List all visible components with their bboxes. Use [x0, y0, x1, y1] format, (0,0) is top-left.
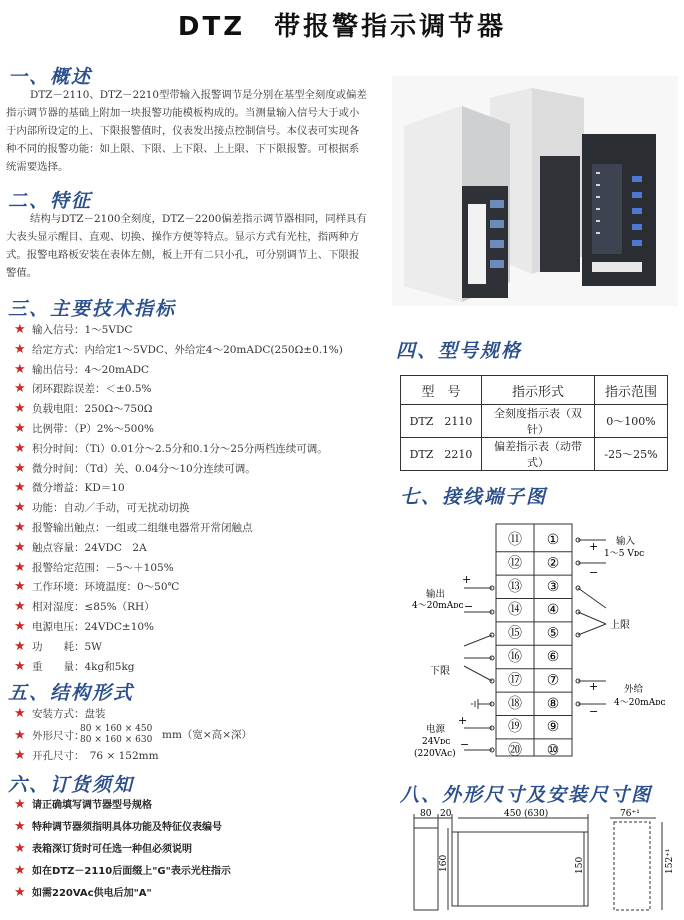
- terminal-left-13: ⑬: [508, 578, 522, 595]
- features-heading: 二、特征: [8, 190, 93, 212]
- input-minus: −: [589, 566, 599, 579]
- dim-cut76: 76⁺¹: [620, 809, 640, 819]
- dimensions-heading: 八、外形尺寸及安装尺寸图: [400, 784, 653, 806]
- spec-item: ★ 积分时间：（Ti）0.01分～2.5分和0.1分～25分两档连续可调。: [14, 440, 328, 456]
- terminal-left-15: ⑮: [508, 625, 522, 642]
- terminal-left-19: ⑲: [508, 719, 522, 736]
- cell-display: 偏差指示表（动带式）: [482, 438, 595, 471]
- order-item: ★ 如在DTZ－2110后面缀上"G"表示光柱指示: [14, 863, 231, 878]
- dim-cut152: 152⁺¹: [665, 848, 675, 874]
- cell-model: DTZ 2110: [401, 405, 482, 438]
- models-heading: 四、型号规格: [396, 340, 523, 362]
- specs-list: [14, 320, 394, 676]
- cell-display: 全刻度指示表（双针）: [482, 405, 595, 438]
- terminals-heading: 七、接线端子图: [400, 486, 548, 508]
- terminal-right-6: ⑥: [546, 649, 560, 665]
- terminal-right-4: ④: [546, 602, 560, 619]
- terminal-left-14: ⑭: [508, 602, 522, 619]
- spec-item: ★ 电源电压：24VDC±10%: [14, 618, 155, 634]
- spec-item: ★ 输入信号：1～5VDC: [14, 322, 133, 337]
- input-plus: +: [589, 540, 599, 553]
- input-range: 1～5 Vᴅᴄ: [604, 549, 645, 559]
- dim-80: 80: [420, 809, 432, 819]
- terminal-left-20: ⑳: [508, 742, 522, 759]
- terminal-left-12: ⑫: [508, 555, 522, 572]
- ext-label: 外给: [624, 684, 644, 695]
- upper-limit-label: 上限: [610, 620, 630, 631]
- dim-depth: 450 (630): [504, 809, 549, 819]
- order-list: [14, 794, 231, 904]
- terminal-right-3: ③: [546, 578, 560, 595]
- spec-item: ★ 负载电阻：250Ω～750Ω: [14, 401, 153, 417]
- order-item: ★ 特种调节器须指明具体功能及特征仪表编号: [14, 819, 222, 834]
- outline-dimensions: ★ 外形尺寸：: [14, 728, 85, 743]
- terminal-right-10: ⑩: [546, 742, 560, 759]
- terminal-right-1: ①: [546, 532, 560, 548]
- overview-heading: 一、概述: [8, 66, 93, 88]
- input-label: 输入: [616, 536, 636, 547]
- structure-heading: 五、结构形式: [8, 682, 135, 704]
- models-table-wrap: [400, 375, 668, 471]
- terminal-diagram: [392, 518, 684, 770]
- spec-item: ★ 微分增益：KD＝10: [14, 480, 125, 496]
- terminal-right-8: ⑧: [546, 695, 560, 712]
- ext-range: 4～20mAᴅᴄ: [614, 698, 666, 708]
- ext-plus: +: [589, 680, 599, 693]
- spec-item: ★ 比例带：（P）2%～500%: [14, 420, 154, 436]
- terminal-right-7: ⑦: [546, 672, 560, 689]
- terminal-left-16: ⑯: [508, 649, 522, 665]
- spec-item: ★ 报警输出触点：一组或二组继电器常开常闭触点: [14, 519, 253, 535]
- page-title: DTZ 带报警指示调节器: [177, 12, 507, 42]
- output-label: 输出: [426, 589, 446, 600]
- output-plus: +: [462, 573, 472, 586]
- outline-dimension-unit: mm（宽×高×深）: [162, 729, 253, 741]
- power-label: 电源: [426, 724, 446, 735]
- order-item: ★ 如需220VAc供电后加"A": [14, 885, 152, 900]
- dimension-drawing: [400, 808, 680, 916]
- models-table: [400, 375, 668, 471]
- output-minus: −: [464, 600, 474, 613]
- table-row: [401, 438, 668, 471]
- spec-item: ★ 闭环跟踪误差：＜±0.5%: [14, 381, 152, 397]
- spec-item: ★ 重 量：4kg和5kg: [14, 658, 135, 674]
- features-text: 结构与DTZ－2100全刻度，DTZ－2200偏差指示调节器相同，同样具有大表头显示醒目、直观、切换、操作方便等特点。显示方式有光柱，指两种方式。报警电路板安装在表体左侧，板上开有二只小孔，可分别调节上、下限报警值。: [6, 213, 367, 279]
- cutout-size: ★ 开孔尺寸： 76 × 152mm: [14, 748, 159, 763]
- ext-minus: −: [589, 705, 599, 718]
- terminal-left-11: ⑪: [508, 532, 522, 548]
- spec-item: ★ 给定方式：内给定1～5VDC、外给定4～20mADC(250Ω±0.1%): [14, 341, 343, 357]
- power-plus: +: [458, 714, 468, 727]
- spec-item: ★ 功 耗：5W: [14, 638, 102, 654]
- dim-150: 150: [575, 856, 585, 874]
- output-range: 4～20mAᴅᴄ: [412, 601, 464, 611]
- cell-range: 0～100%: [595, 405, 668, 438]
- terminal-left-18: ⑱: [508, 695, 522, 712]
- terminal-right-9: ⑨: [546, 719, 560, 736]
- power-ac: (220VAc): [414, 749, 456, 759]
- terminal-left-17: ⑰: [508, 672, 522, 689]
- col-header-model: 型 号: [401, 376, 482, 405]
- dim-20: 20: [440, 809, 452, 819]
- terminal-right-2: ②: [546, 555, 560, 572]
- spec-item: ★ 功能：自动／手动，可无扰动切换: [14, 500, 190, 516]
- power-minus: −: [460, 738, 470, 751]
- order-item: ★ 表箱深订货时可任选一种但必须说明: [14, 841, 192, 856]
- lower-limit-label: 下限: [430, 666, 450, 677]
- install-method: ★ 安装方式：盘装: [14, 706, 106, 721]
- cell-range: -25～25%: [595, 438, 668, 471]
- dim-160: 160: [439, 854, 449, 872]
- overview-text: DTZ－2110、DTZ－2210型带输入报警调节是分别在基型全刻度或偏差指示调节器的基础上附加一块报警功能模板构成的。当测量输入信号大于或小于内部所设定的上、下限报警值时，仪表发出接点控制信号。本仪表可实现各种不同的报警功能：如上限、下限、上下限、上上限、下下限报警。可根据系统需要选择。: [6, 89, 367, 173]
- terminal-right-5: ⑤: [546, 625, 560, 642]
- order-item: ★ 请正确填写调节器型号规格: [14, 797, 152, 812]
- cell-model: DTZ 2210: [401, 438, 482, 471]
- spec-item: ★ 工作环境：环境温度：0～50℃: [14, 579, 180, 595]
- product-photo: [392, 76, 678, 306]
- power-dc: 24Vᴅᴄ: [422, 737, 451, 747]
- outline-dimension-values: 80 × 160 × 450 80 × 160 × 630: [80, 724, 153, 745]
- specs-heading: 三、主要技术指标: [8, 298, 177, 320]
- table-header-row: [401, 376, 668, 405]
- spec-item: ★ 相对湿度：≤85%（RH）: [14, 599, 155, 615]
- spec-item: ★ 触点容量：24VDC 2A: [14, 539, 147, 555]
- col-header-range: 指示范围: [595, 376, 668, 405]
- spec-item: ★ 微分时间：（Td）关、0.04分～10分连续可调。: [14, 460, 256, 476]
- spec-item: ★ 输出信号：4～20mADC: [14, 361, 150, 377]
- order-heading: 六、订货须知: [8, 774, 135, 796]
- table-row: [401, 405, 668, 438]
- spec-item: ★ 报警给定范围：－5～＋105%: [14, 559, 174, 575]
- col-header-display: 指示形式: [482, 376, 595, 405]
